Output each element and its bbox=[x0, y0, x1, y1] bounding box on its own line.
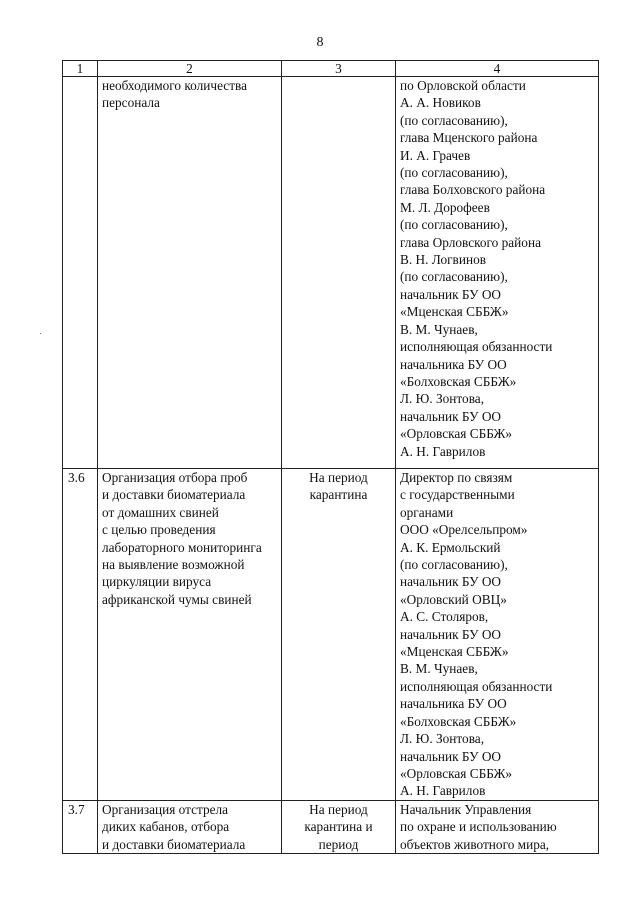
activity-cell bbox=[98, 801, 282, 854]
responsible-line: начальник БУ ОО bbox=[400, 408, 502, 424]
responsible-line: органами bbox=[400, 504, 454, 520]
responsible-line: начальника БУ ОО bbox=[400, 696, 507, 712]
term-line: карантина и bbox=[304, 819, 373, 835]
activity-line: африканской чумы свиней bbox=[102, 591, 252, 607]
responsible-line: А. С. Столяров, bbox=[400, 609, 489, 625]
plan-table bbox=[62, 60, 599, 854]
responsible-line: глава Болховского района bbox=[400, 182, 546, 198]
responsible-line: И. А. Грачев bbox=[400, 147, 471, 163]
page-number: 8 bbox=[316, 35, 324, 50]
header-col-1: 1 bbox=[63, 61, 98, 77]
activity-line: Организация отбора проб bbox=[102, 470, 248, 485]
responsible-cell bbox=[396, 801, 599, 854]
term-cell bbox=[282, 77, 396, 469]
responsible-line: исполняющая обязанности bbox=[400, 678, 553, 694]
responsible-line: В. М. Чунаев, bbox=[400, 661, 478, 677]
responsible-line: «Болховская СББЖ» bbox=[400, 713, 517, 729]
responsible-line: глава Орловского района bbox=[400, 234, 541, 250]
responsible-line: объектов животного мира, bbox=[400, 836, 550, 852]
responsible-line: «Мценская СББЖ» bbox=[400, 304, 509, 320]
header-col-3: 3 bbox=[282, 61, 396, 77]
responsible-line: «Болховская СББЖ» bbox=[400, 373, 517, 389]
term-cell bbox=[282, 469, 396, 801]
responsible-line: А. Н. Гаврилов bbox=[400, 783, 486, 799]
responsible-line: с государственными bbox=[400, 487, 515, 503]
responsible-line: Начальник Управления bbox=[400, 802, 532, 817]
responsible-line: начальник БУ ОО bbox=[400, 574, 502, 590]
responsible-line: А. А. Новиков bbox=[400, 95, 481, 111]
responsible-line: (по согласованию), bbox=[400, 269, 508, 285]
header-col-4: 4 bbox=[396, 61, 599, 77]
term-line: На период bbox=[309, 470, 368, 485]
responsible-line: «Мценская СББЖ» bbox=[400, 644, 509, 660]
responsible-line: начальник БУ ОО bbox=[400, 748, 502, 764]
table-row bbox=[63, 469, 599, 801]
activity-line: и доставки биоматериала bbox=[102, 487, 246, 503]
responsible-line: «Орловская СББЖ» bbox=[400, 426, 513, 442]
row-number bbox=[63, 77, 98, 469]
term-line: На период bbox=[309, 802, 368, 817]
activity-cell bbox=[98, 77, 282, 469]
table-header-row bbox=[63, 61, 599, 77]
responsible-line: В. М. Чунаев, bbox=[400, 321, 478, 337]
table-row bbox=[63, 77, 599, 469]
term-line: период bbox=[318, 836, 359, 852]
responsible-line: (по согласованию), bbox=[400, 112, 508, 128]
responsible-line: (по согласованию), bbox=[400, 557, 508, 573]
scan-mark bbox=[40, 333, 41, 334]
term-cell bbox=[282, 801, 396, 854]
term-line: карантина bbox=[309, 487, 368, 503]
activity-line: персонала bbox=[102, 95, 160, 111]
row-number: 3.6 bbox=[63, 469, 98, 801]
responsible-cell bbox=[396, 469, 599, 801]
activity-line: на выявление возможной bbox=[102, 557, 245, 573]
activity-cell bbox=[98, 469, 282, 801]
header-col-2: 2 bbox=[98, 61, 282, 77]
responsible-line: начальник БУ ОО bbox=[400, 286, 502, 302]
row-number: 3.7 bbox=[63, 801, 98, 854]
activity-line: от домашних свиней bbox=[102, 504, 219, 520]
responsible-line: глава Мценского района bbox=[400, 130, 538, 146]
activity-line: и доставки биоматериала bbox=[102, 836, 246, 852]
activity-line: лабораторного мониторинга bbox=[102, 539, 262, 555]
responsible-line: (по согласованию), bbox=[400, 217, 508, 233]
responsible-line: по охране и использованию bbox=[400, 819, 557, 835]
responsible-line: В. Н. Логвинов bbox=[400, 252, 486, 268]
responsible-line: ООО «Орелсельпром» bbox=[400, 522, 528, 538]
responsible-line: А. Н. Гаврилов bbox=[400, 443, 486, 459]
table-row bbox=[63, 801, 599, 854]
responsible-line: А. К. Ермольский bbox=[400, 539, 501, 555]
activity-line: необходимого количества bbox=[102, 78, 248, 93]
responsible-line: Директор по связям bbox=[400, 470, 513, 485]
responsible-line: «Орловская СББЖ» bbox=[400, 765, 513, 781]
responsible-line: начальника БУ ОО bbox=[400, 356, 507, 372]
responsible-line: Л. Ю. Зонтова, bbox=[400, 731, 485, 747]
responsible-cell bbox=[396, 77, 599, 469]
responsible-line: (по согласованию), bbox=[400, 165, 508, 181]
responsible-line: М. Л. Дорофеев bbox=[400, 199, 490, 215]
activity-line: Организация отстрела bbox=[102, 802, 229, 817]
responsible-line: Л. Ю. Зонтова, bbox=[400, 391, 485, 407]
activity-line: диких кабанов, отбора bbox=[102, 819, 230, 835]
responsible-line: исполняющая обязанности bbox=[400, 339, 553, 355]
activity-line: с целью проведения bbox=[102, 522, 216, 538]
responsible-line: «Орловский ОВЦ» bbox=[400, 591, 507, 607]
responsible-line: по Орловской области bbox=[400, 78, 526, 93]
responsible-line: начальник БУ ОО bbox=[400, 626, 502, 642]
activity-line: циркуляции вируса bbox=[102, 574, 212, 590]
